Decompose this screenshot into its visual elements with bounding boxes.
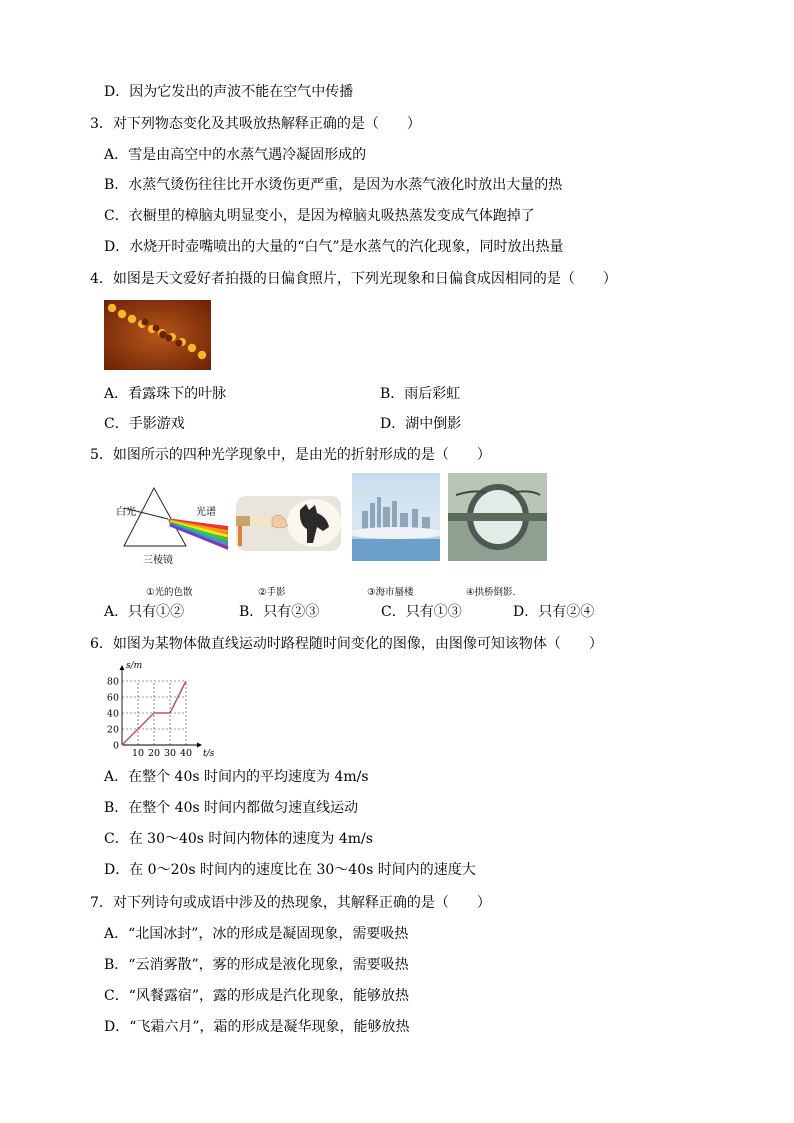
q5-option-c: C．只有①③ xyxy=(381,604,462,620)
q7-stem: 7．对下列诗句或成语中涉及的热现象，其解释正确的是（ ） xyxy=(90,895,491,911)
partial-eclipse-photo xyxy=(104,300,211,370)
x-tick-label: 40 xyxy=(179,748,193,759)
prism-spectrum-label: 光谱 xyxy=(196,507,216,518)
q5-option-d: D．只有②④ xyxy=(513,604,595,620)
q4-stem: 4．如图是天文爱好者拍摄的日偏食照片，下列光现象和日偏食成因相同的是（ ） xyxy=(90,271,617,287)
x-axis-arrow xyxy=(197,743,202,748)
caption-bridge-reflection: ④拱桥倒影. xyxy=(466,587,516,598)
q2-option-d: D．因为它发出的声波不能在空气中传播 xyxy=(104,84,354,100)
x-tick-label: 30 xyxy=(163,748,177,759)
y-tick-label: 80 xyxy=(106,676,119,688)
prism-name-label: 三棱镜 xyxy=(143,555,173,566)
q6-option-c: C．在 30～40s 时间内物体的速度为 4m/s xyxy=(104,831,373,847)
q3-option-c: C．衣橱里的樟脑丸明显变小，是因为樟脑丸吸热蒸发变成气体跑掉了 xyxy=(104,208,535,224)
q6-option-a: A．在整个 40s 时间内的平均速度为 4m/s xyxy=(104,769,369,785)
q4-option-d: D．湖中倒影 xyxy=(380,416,462,432)
q6-option-b: B．在整个 40s 时间内都做匀速直线运动 xyxy=(104,800,359,816)
q7-option-c: C．“风餐露宿”，露的形成是汽化现象，能够放热 xyxy=(104,988,410,1004)
q7-option-d: D．“飞霜六月”，霜的形成是凝华现象，能够放热 xyxy=(104,1019,410,1035)
y-axis-label: s/m xyxy=(126,661,143,671)
q3-option-a: A．雪是由高空中的水蒸气遇冷凝固形成的 xyxy=(104,147,367,163)
q4-option-c: C．手影游戏 xyxy=(104,416,185,432)
y-tick-label: 60 xyxy=(106,692,119,704)
y-tick-label: 0 xyxy=(112,740,119,752)
caption-mirage: ③海市蜃楼 xyxy=(367,587,414,598)
x-tick-label: 10 xyxy=(131,748,145,759)
x-axis-label: t/s xyxy=(203,749,215,759)
q4-option-a: A．看露珠下的叶脉 xyxy=(104,386,227,402)
q6-stem: 6．如图为某物体做直线运动时路程随时间变化的图像，由图像可知该物体（ ） xyxy=(90,636,603,652)
hand-shadow-figure xyxy=(236,496,341,551)
q3-option-d: D．水烧开时壶嘴喷出的大量的“白气”是水蒸气的汽化现象，同时放出热量 xyxy=(104,239,564,255)
x-tick-label: 20 xyxy=(147,748,161,759)
q6-option-d: D．在 0～20s 时间内的速度比在 30～40s 时间内的速度大 xyxy=(104,862,476,878)
q3-option-b: B．水蒸气烫伤往往比开水烫伤更严重，是因为水蒸气液化时放出大量的热 xyxy=(104,177,563,193)
q3-stem: 3．对下列物态变化及其吸放热解释正确的是（ ） xyxy=(90,116,421,132)
q5-stem: 5．如图所示的四种光学现象中，是由光的折射形成的是（ ） xyxy=(90,447,491,463)
y-axis-arrow xyxy=(120,665,125,670)
y-tick-label: 20 xyxy=(106,724,119,736)
caption-dispersion: ①光的色散 xyxy=(146,587,193,598)
q5-option-b: B．只有②③ xyxy=(239,604,320,620)
caption-hand-shadow: ②手影 xyxy=(258,587,286,598)
q4-option-b: B．雨后彩虹 xyxy=(380,386,461,402)
q7-option-b: B．“云消雾散”，雾的形成是液化现象，需要吸热 xyxy=(104,957,409,973)
arch-bridge-reflection-photo xyxy=(448,473,547,561)
q7-option-a: A．“北国冰封”，冰的形成是凝固现象，需要吸热 xyxy=(104,926,409,942)
distance-time-graph xyxy=(100,660,230,765)
q5-option-a: A．只有①② xyxy=(104,604,185,620)
mirage-photo xyxy=(352,473,440,561)
y-tick-label: 40 xyxy=(106,708,119,720)
prism-white-light-label: 白光 xyxy=(116,507,136,518)
